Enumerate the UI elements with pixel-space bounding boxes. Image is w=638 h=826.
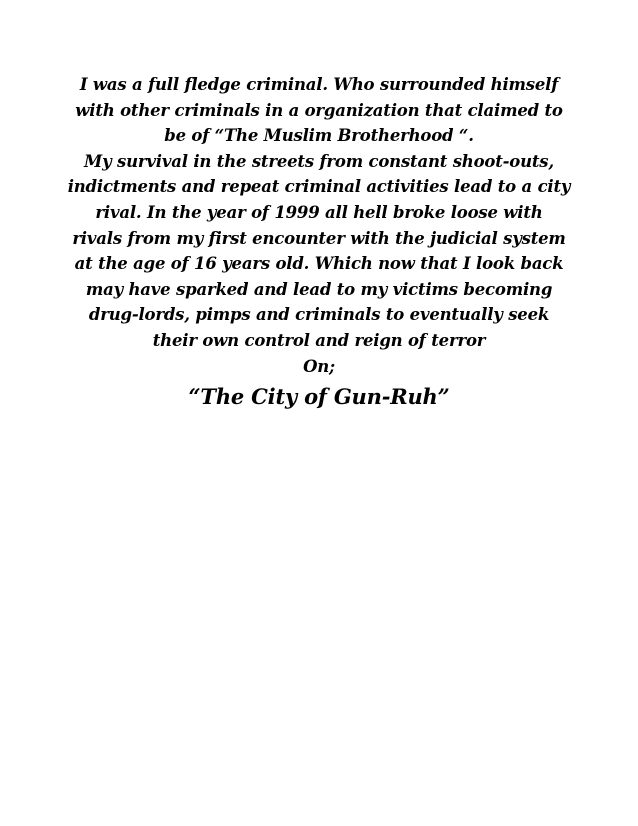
text-line-4: My survival in the streets from constant shoot-outs, <box>84 151 554 171</box>
text-line-1: I was a full fledge criminal. Who surrounded himself <box>79 75 559 94</box>
closing-title: “The City of Gun-Ruh” <box>188 384 450 410</box>
text-line-12: On; <box>303 356 335 376</box>
text-line-8: at the age of 16 years old. Which now that I look back <box>74 254 564 274</box>
text-line-5: indictments and repeat criminal activities lead to a city <box>67 177 571 197</box>
text-line-9: may have sparked and lead to my victims becoming <box>85 279 553 299</box>
text-line-3: be of “The Muslim Brotherhood “. <box>164 126 474 146</box>
text-line-11: their own control and reign of terror <box>152 330 486 350</box>
text-line-2: with other criminals in a organization that claimed to <box>75 100 563 120</box>
text-line-7: rivals from my first encounter with the judicial system <box>72 228 566 248</box>
body-text <box>0 72 638 411</box>
text-line-6: rival. In the year of 1999 all hell broke loose with <box>95 202 543 222</box>
text-line-10: drug-lords, pimps and criminals to eventually seek <box>88 305 550 325</box>
